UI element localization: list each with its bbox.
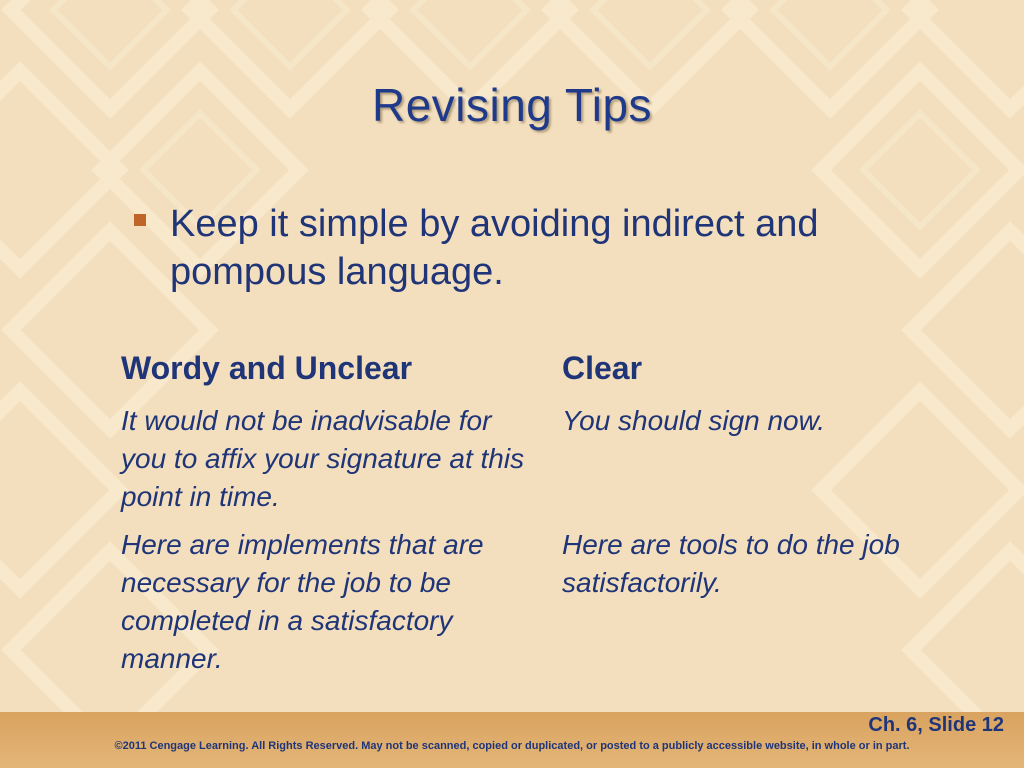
column-header-wordy: Wordy and Unclear	[121, 350, 413, 386]
square-bullet-icon	[134, 214, 146, 226]
column-header-clear: Clear	[562, 350, 643, 386]
table-cell: It would not be inadvisable for you to affix your signature at this point in time.	[121, 405, 525, 512]
table-cell: Here are implements that are necessary for the job to be completed in a satisfactory manner.	[121, 529, 484, 674]
bullet-text: Keep it simple by avoiding indirect and pompous language.	[170, 203, 819, 293]
table-cell: You should sign now.	[562, 405, 826, 436]
copyright-notice: ©2011 Cengage Learning. All Rights Reserved. May not be scanned, copied or duplicated, or posted to a publicly accessible website, in whole or in part.	[114, 740, 910, 752]
slide-number: Ch. 6, Slide 12	[868, 714, 1004, 736]
table-cell: Here are tools to do the job satisfactorily.	[562, 529, 900, 598]
slide-title: Revising Tips	[371, 79, 653, 131]
